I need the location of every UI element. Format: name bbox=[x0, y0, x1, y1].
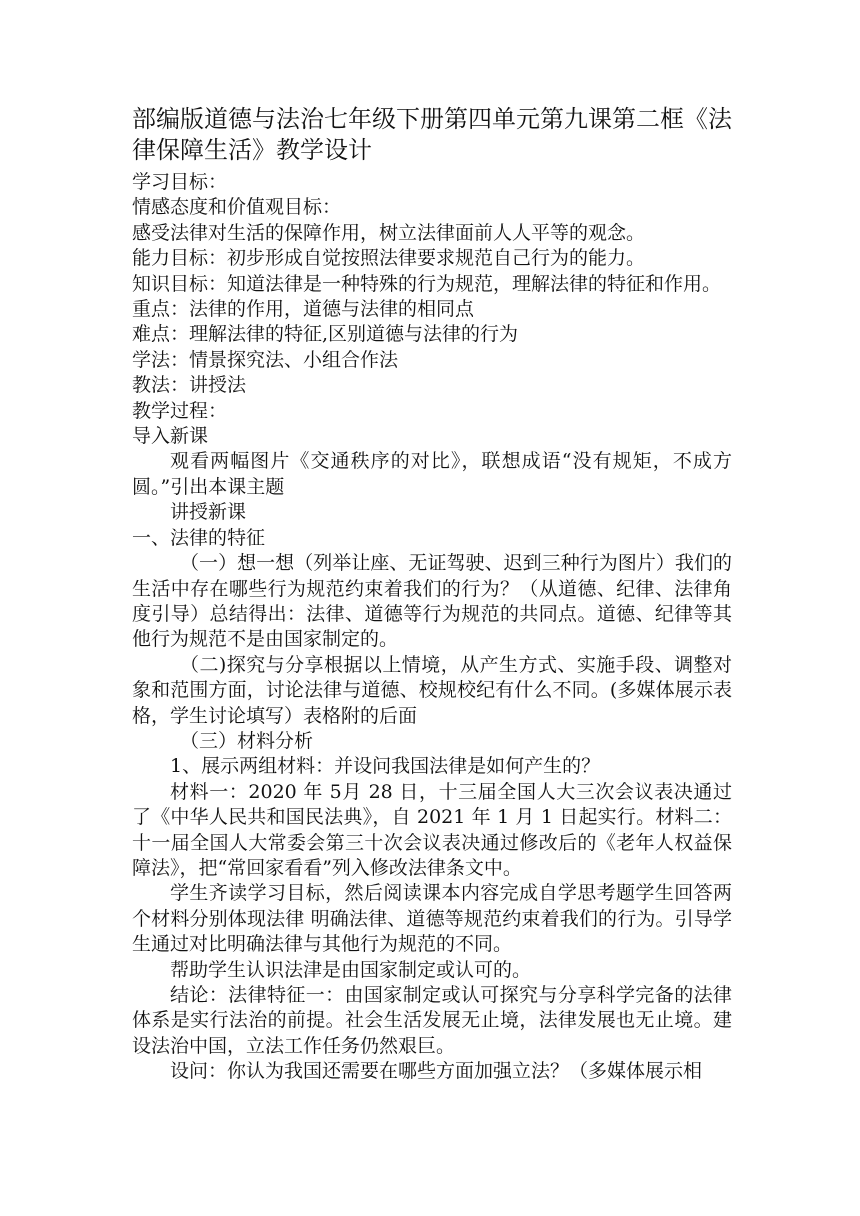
paragraph: 讲授新课 bbox=[170, 501, 247, 524]
paragraph: （一）想一想（列举让座、无证驾驶、迟到三种行为图片）我们的生活中存在哪些行为规范约束着我们的行为？（从道德、纪律、法律角度引导）总结得出：法律、道德等行为规范的共同点。道德、纪律等其他行为规范不是由国家制定的。 bbox=[132, 552, 732, 651]
document-page bbox=[132, 104, 732, 1085]
paragraph: 观看两幅图片《交通秩序的对比》，联想成语“没有规矩，不成方圆。”引出本课主题 bbox=[132, 450, 732, 498]
paragraph: 材料一：2020 年 5月 28 日，十三届全国人大三次会议表决通过了《中华人民共和国民法典》，自 2021 年 1 月 1 日起实行。材料二：十一届全国人大常委会第三十次会议表决通过修改后的《老年人权益保障法》，把“常回家看看”列入修改法律条文中。 bbox=[132, 780, 732, 879]
paragraph: 能力目标：初步形成自觉按照法律要求规范自己行为的能力。 bbox=[132, 247, 646, 270]
paragraph: 帮助学生认识法津是由国家制定或认可的。 bbox=[170, 958, 532, 981]
paragraph: 设问：你认为我国还需要在哪些方面加强立法？（多媒体展示相 bbox=[170, 1060, 703, 1083]
paragraph: 学生齐读学习目标，然后阅读课本内容完成自学思考题学生回答两个材料分别体现法律 明确法律、道德等规范约束着我们的行为。引导学生通过对比明确法律与其他行为规范的不同。 bbox=[132, 882, 732, 956]
paragraph: 一、法律的特征 bbox=[132, 526, 266, 549]
paragraph: 教学过程： bbox=[132, 399, 228, 422]
paragraph: 难点：理解法律的特征,区别道德与法律的行为 bbox=[132, 323, 519, 346]
paragraph: 结论：法律特征一：由国家制定或认可探究与分享科学完备的法律体系是实行法治的前提。社会生活发展无止境，法律发展也无止境。建设法治中国，立法工作任务仍然艰巨。 bbox=[132, 984, 732, 1057]
paragraph: 重点：法律的作用，道德与法律的相同点 bbox=[132, 298, 475, 321]
paragraph: （二)探究与分享根据以上情境，从产生方式、实施手段、调整对象和范围方面，讨论法律与道德、校规校纪有什么不同。(多媒体展示表格，学生讨论填写）表格附的后面 bbox=[132, 653, 732, 727]
paragraph: 学法：情景探究法、小组合作法 bbox=[132, 348, 399, 371]
paragraph: 导入新课 bbox=[132, 425, 209, 448]
paragraph: 感受法律对生活的保障作用，树立法律面前人人平等的观念。 bbox=[132, 221, 646, 244]
paragraph: 1、展示两组材料：并设问我国法律是如何产生的？ bbox=[170, 755, 601, 778]
paragraph: （三）材料分析 bbox=[180, 729, 314, 752]
paragraph: 教法：讲授法 bbox=[132, 374, 247, 397]
paragraph: 知识目标：知道法律是一种特殊的行为规范，理解法律的特征和作用。 bbox=[132, 272, 722, 295]
paragraph: 情感态度和价值观目标： bbox=[132, 196, 342, 219]
document-body bbox=[132, 170, 732, 1085]
paragraph: 学习目标： bbox=[132, 171, 228, 193]
document-title: 部编版道德与法治七年级下册第四单元第九课第二框《法律保障生活》教学设计 bbox=[132, 105, 732, 164]
